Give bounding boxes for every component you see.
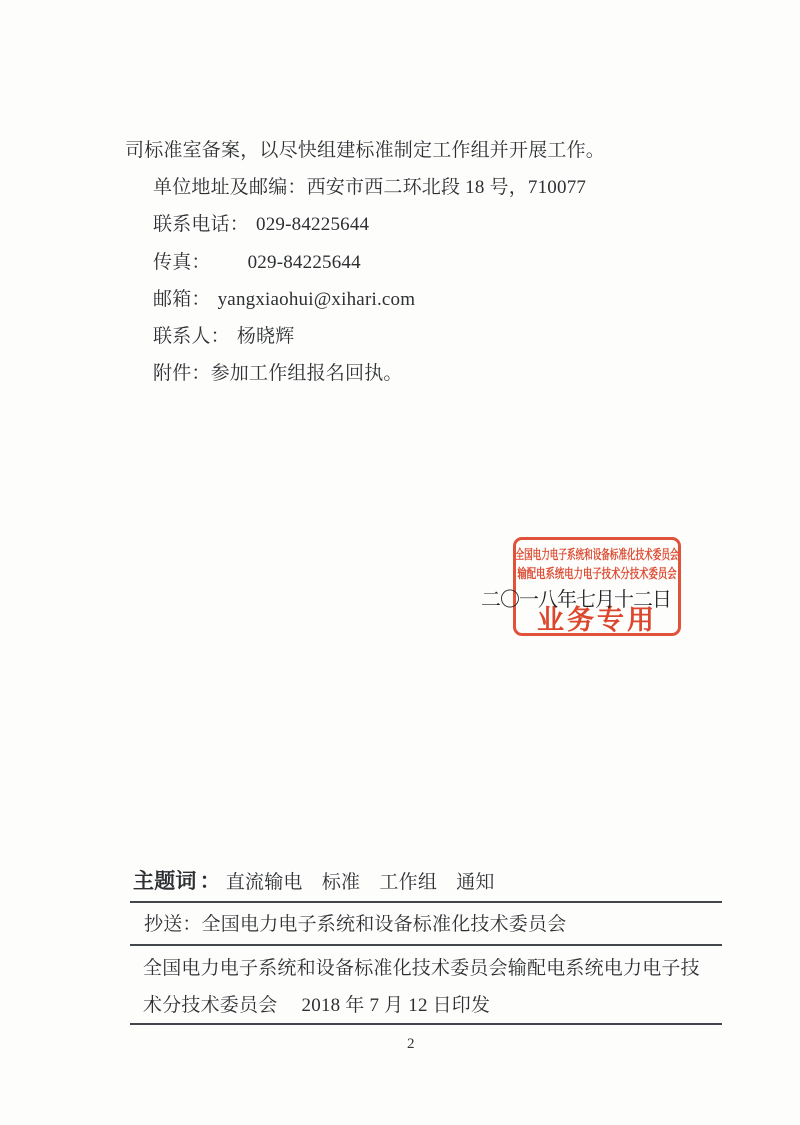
address-line: 单位地址及邮编：西安市西二环北段 18 号，710077 bbox=[153, 177, 587, 198]
email-line bbox=[153, 288, 415, 312]
fax-value: 029-84225644 bbox=[247, 252, 361, 273]
contact-line bbox=[153, 325, 294, 349]
attachment-line: 附件：参加工作组报名回执。 bbox=[153, 363, 403, 384]
email-value: yangxiaohui@xihari.com bbox=[217, 289, 416, 310]
keywords-line bbox=[133, 869, 495, 895]
phone-label: 联系电话： bbox=[153, 214, 250, 235]
issue-date: 二〇一八年七月十二日 bbox=[481, 589, 671, 611]
divider-bottom bbox=[130, 1023, 722, 1025]
fax-line bbox=[153, 251, 361, 275]
contact-label: 联系人： bbox=[153, 326, 230, 347]
issuer-line-2: 术分技术委员会 2018 年 7 月 12 日印发 bbox=[143, 995, 491, 1016]
stamp-org-line-1: 全国电力电子系统和设备标准化技术委员会 bbox=[515, 547, 679, 562]
stamp-org-line-2: 输配电系统电力电子技术分技术委员会 bbox=[517, 566, 677, 581]
body-paragraph: 司标准室备案，以尽快组建标准制定工作组并开展工作。 bbox=[125, 140, 606, 161]
divider-middle bbox=[130, 944, 722, 946]
contact-value: 杨晓辉 bbox=[236, 326, 295, 347]
phone-value: 029-84225644 bbox=[256, 214, 370, 235]
issuer-line-1: 全国电力电子系统和设备标准化技术委员会输配电系统电力电子技 bbox=[143, 958, 700, 979]
phone-line bbox=[153, 213, 369, 237]
page-number: 2 bbox=[407, 1036, 415, 1052]
fax-label: 传真： bbox=[153, 252, 211, 273]
cc-line: 抄送：全国电力电子系统和设备标准化技术委员会 bbox=[144, 914, 567, 935]
keywords-label: 主题词 bbox=[133, 869, 197, 893]
email-label: 邮箱： bbox=[153, 289, 211, 310]
keywords-value: 直流输电 标准 工作组 通知 bbox=[225, 872, 495, 893]
keywords-colon: ： bbox=[199, 869, 221, 893]
divider-top bbox=[130, 901, 722, 903]
stamp-usage-label: 业务专用 bbox=[537, 605, 657, 635]
